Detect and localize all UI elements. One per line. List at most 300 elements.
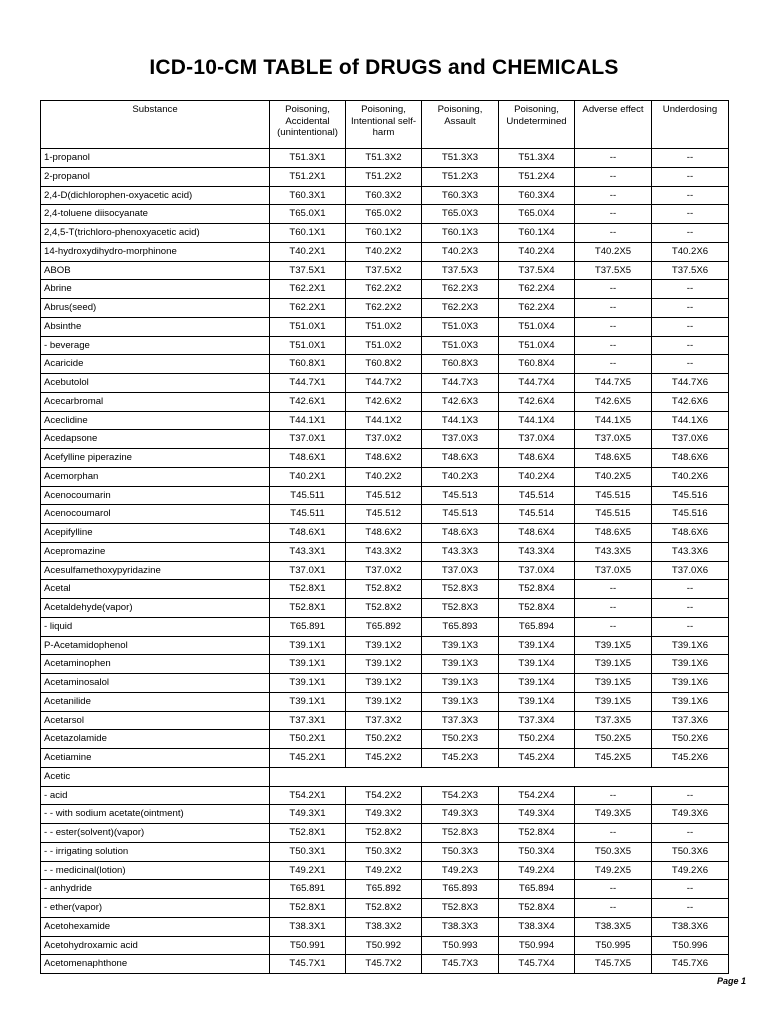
code-cell: T45.7X1 xyxy=(270,955,346,974)
table-row xyxy=(41,336,729,355)
code-cell: T43.3X2 xyxy=(346,542,422,561)
table-row xyxy=(41,280,729,299)
empty-code-cells xyxy=(270,767,729,786)
table-row xyxy=(41,392,729,411)
table-row xyxy=(41,242,729,261)
code-cell: T42.6X2 xyxy=(346,392,422,411)
code-cell: T38.3X4 xyxy=(499,917,575,936)
code-cell: T42.6X6 xyxy=(652,392,729,411)
code-cell: -- xyxy=(575,617,652,636)
code-cell: T48.6X5 xyxy=(575,524,652,543)
code-cell: T65.894 xyxy=(499,617,575,636)
code-cell: T51.0X3 xyxy=(422,336,499,355)
code-cell: -- xyxy=(575,167,652,186)
code-cell: -- xyxy=(575,880,652,899)
code-cell: T54.2X4 xyxy=(499,786,575,805)
code-cell: T43.3X4 xyxy=(499,542,575,561)
code-cell: T51.3X4 xyxy=(499,149,575,168)
substance-cell: 2,4-D(dichlorophen-oxyacetic acid) xyxy=(41,186,270,205)
code-cell: T62.2X2 xyxy=(346,280,422,299)
code-cell: T51.3X1 xyxy=(270,149,346,168)
code-cell: T45.2X6 xyxy=(652,749,729,768)
substance-cell: Abrus(seed) xyxy=(41,299,270,318)
table-body xyxy=(41,149,729,974)
code-cell: -- xyxy=(652,299,729,318)
code-cell: T50.2X4 xyxy=(499,730,575,749)
code-cell: T49.3X3 xyxy=(422,805,499,824)
table-row xyxy=(41,786,729,805)
page-number: Page 1 xyxy=(716,976,746,986)
substance-cell: 14-hydroxydihydro-morphinone xyxy=(41,242,270,261)
code-cell: T62.2X1 xyxy=(270,280,346,299)
code-cell: T45.2X1 xyxy=(270,749,346,768)
code-cell: T37.3X6 xyxy=(652,711,729,730)
code-cell: T44.7X2 xyxy=(346,374,422,393)
code-cell: T45.511 xyxy=(270,486,346,505)
code-cell: T45.514 xyxy=(499,505,575,524)
table-row xyxy=(41,580,729,599)
code-cell: T45.2X5 xyxy=(575,749,652,768)
table-row xyxy=(41,186,729,205)
code-cell: T39.1X2 xyxy=(346,674,422,693)
code-cell: T45.7X6 xyxy=(652,955,729,974)
table-row xyxy=(41,524,729,543)
substance-cell: Acetaldehyde(vapor) xyxy=(41,599,270,618)
code-cell: T54.2X2 xyxy=(346,786,422,805)
substance-cell: Acefylline piperazine xyxy=(41,449,270,468)
code-cell: -- xyxy=(575,824,652,843)
substance-cell: - beverage xyxy=(41,336,270,355)
substance-cell: Acepifylline xyxy=(41,524,270,543)
code-cell: T60.1X4 xyxy=(499,224,575,243)
table-row xyxy=(41,955,729,974)
code-cell: T45.512 xyxy=(346,486,422,505)
code-cell: T50.2X1 xyxy=(270,730,346,749)
substance-cell: Acetal xyxy=(41,580,270,599)
code-cell: T45.516 xyxy=(652,505,729,524)
code-cell: T52.8X4 xyxy=(499,580,575,599)
code-cell: T52.8X2 xyxy=(346,824,422,843)
code-cell: T60.3X1 xyxy=(270,186,346,205)
code-cell: -- xyxy=(652,899,729,918)
substance-cell: Aceclidine xyxy=(41,411,270,430)
code-cell: T48.6X6 xyxy=(652,524,729,543)
code-cell: T49.3X2 xyxy=(346,805,422,824)
document-title: ICD-10-CM TABLE of DRUGS and CHEMICALS xyxy=(149,56,619,79)
code-cell: T39.1X1 xyxy=(270,692,346,711)
code-cell: T49.2X6 xyxy=(652,861,729,880)
table-row xyxy=(41,149,729,168)
column-header-adverse-effect: Adverse effect xyxy=(575,101,652,149)
table-row xyxy=(41,636,729,655)
substance-cell: Acetaminosalol xyxy=(41,674,270,693)
code-cell: T48.6X4 xyxy=(499,449,575,468)
substance-cell: - ether(vapor) xyxy=(41,899,270,918)
table-row xyxy=(41,317,729,336)
code-cell: T50.2X3 xyxy=(422,730,499,749)
code-cell: T51.0X4 xyxy=(499,336,575,355)
code-cell: T52.8X4 xyxy=(499,899,575,918)
code-cell: T37.0X4 xyxy=(499,561,575,580)
substance-cell: - - medicinal(lotion) xyxy=(41,861,270,880)
table-row xyxy=(41,299,729,318)
substance-cell: Acetaminophen xyxy=(41,655,270,674)
code-cell: T39.1X1 xyxy=(270,674,346,693)
code-cell: T62.2X3 xyxy=(422,299,499,318)
code-cell: T39.1X3 xyxy=(422,655,499,674)
code-cell: T51.2X4 xyxy=(499,167,575,186)
code-cell: T40.2X1 xyxy=(270,467,346,486)
table-row xyxy=(41,617,729,636)
code-cell: -- xyxy=(652,824,729,843)
code-cell: T65.892 xyxy=(346,880,422,899)
code-cell: T44.7X5 xyxy=(575,374,652,393)
code-cell: T37.0X6 xyxy=(652,561,729,580)
code-cell: T44.7X3 xyxy=(422,374,499,393)
code-cell: T39.1X3 xyxy=(422,692,499,711)
code-cell: T62.2X2 xyxy=(346,299,422,318)
code-cell: T54.2X3 xyxy=(422,786,499,805)
code-cell: T45.511 xyxy=(270,505,346,524)
code-cell: T39.1X4 xyxy=(499,674,575,693)
code-cell: -- xyxy=(575,205,652,224)
code-cell: T37.3X1 xyxy=(270,711,346,730)
table-row xyxy=(41,224,729,243)
table-row xyxy=(41,449,729,468)
code-cell: T65.893 xyxy=(422,880,499,899)
code-cell: T40.2X5 xyxy=(575,467,652,486)
code-cell: T37.5X6 xyxy=(652,261,729,280)
substance-cell: Acetazolamide xyxy=(41,730,270,749)
code-cell: T62.2X3 xyxy=(422,280,499,299)
substance-cell: - liquid xyxy=(41,617,270,636)
code-cell: T37.0X1 xyxy=(270,430,346,449)
code-cell: -- xyxy=(652,880,729,899)
substance-cell: Acedapsone xyxy=(41,430,270,449)
code-cell: T62.2X4 xyxy=(499,280,575,299)
code-cell: T49.3X1 xyxy=(270,805,346,824)
code-cell: T52.8X1 xyxy=(270,899,346,918)
table-row xyxy=(41,655,729,674)
code-cell: T38.3X3 xyxy=(422,917,499,936)
code-cell: T37.3X3 xyxy=(422,711,499,730)
substance-cell: Acetic xyxy=(41,767,270,786)
code-cell: T40.2X2 xyxy=(346,467,422,486)
code-cell: T50.995 xyxy=(575,936,652,955)
table-row xyxy=(41,730,729,749)
code-cell: T52.8X2 xyxy=(346,899,422,918)
table-row xyxy=(41,167,729,186)
table-row xyxy=(41,542,729,561)
code-cell: T49.3X5 xyxy=(575,805,652,824)
code-cell: -- xyxy=(575,580,652,599)
code-cell: -- xyxy=(575,280,652,299)
code-cell: T44.1X5 xyxy=(575,411,652,430)
table-row xyxy=(41,505,729,524)
substance-cell: P-Acetamidophenol xyxy=(41,636,270,655)
code-cell: T51.3X3 xyxy=(422,149,499,168)
code-cell: -- xyxy=(575,786,652,805)
table-row xyxy=(41,805,729,824)
column-header-undetermined: Poisoning, Undetermined xyxy=(499,101,575,149)
code-cell: T50.3X5 xyxy=(575,842,652,861)
code-cell: T49.2X1 xyxy=(270,861,346,880)
code-cell: T51.2X2 xyxy=(346,167,422,186)
table-row xyxy=(41,430,729,449)
code-cell: T45.7X4 xyxy=(499,955,575,974)
code-cell: T52.8X1 xyxy=(270,599,346,618)
code-cell: T49.2X3 xyxy=(422,861,499,880)
code-cell: T40.2X4 xyxy=(499,467,575,486)
code-cell: T51.0X3 xyxy=(422,317,499,336)
code-cell: T50.993 xyxy=(422,936,499,955)
code-cell: T37.3X5 xyxy=(575,711,652,730)
code-cell: T39.1X4 xyxy=(499,636,575,655)
table-row xyxy=(41,261,729,280)
code-cell: T45.513 xyxy=(422,486,499,505)
code-cell: T44.1X1 xyxy=(270,411,346,430)
code-cell: T39.1X4 xyxy=(499,692,575,711)
code-cell: T50.3X2 xyxy=(346,842,422,861)
code-cell: T51.2X3 xyxy=(422,167,499,186)
code-cell: T42.6X3 xyxy=(422,392,499,411)
substance-cell: - - with sodium acetate(ointment) xyxy=(41,805,270,824)
header-row xyxy=(41,101,729,149)
table-row xyxy=(41,486,729,505)
substance-cell: Acetiamine xyxy=(41,749,270,768)
code-cell: T39.1X5 xyxy=(575,636,652,655)
code-cell: T38.3X5 xyxy=(575,917,652,936)
code-cell: -- xyxy=(575,599,652,618)
code-cell: -- xyxy=(652,599,729,618)
code-cell: T40.2X6 xyxy=(652,467,729,486)
code-cell: T60.8X3 xyxy=(422,355,499,374)
code-cell: T45.2X2 xyxy=(346,749,422,768)
code-cell: T65.891 xyxy=(270,880,346,899)
substance-cell: - - ester(solvent)(vapor) xyxy=(41,824,270,843)
code-cell: T37.5X1 xyxy=(270,261,346,280)
code-cell: T44.7X6 xyxy=(652,374,729,393)
code-cell: T62.2X4 xyxy=(499,299,575,318)
table-row xyxy=(41,917,729,936)
code-cell: T48.6X5 xyxy=(575,449,652,468)
code-cell: T38.3X6 xyxy=(652,917,729,936)
code-cell: -- xyxy=(575,224,652,243)
column-header-underdosing: Underdosing xyxy=(652,101,729,149)
code-cell: T48.6X1 xyxy=(270,449,346,468)
substance-cell: Acenocoumarin xyxy=(41,486,270,505)
substance-cell: Acetohexamide xyxy=(41,917,270,936)
code-cell: T45.7X2 xyxy=(346,955,422,974)
code-cell: T37.5X2 xyxy=(346,261,422,280)
code-cell: T42.6X5 xyxy=(575,392,652,411)
table-row xyxy=(41,824,729,843)
code-cell: T52.8X4 xyxy=(499,824,575,843)
code-cell: -- xyxy=(575,299,652,318)
table-row xyxy=(41,880,729,899)
code-cell: T49.2X4 xyxy=(499,861,575,880)
substance-cell: Acesulfamethoxypyridazine xyxy=(41,561,270,580)
substance-cell: Acaricide xyxy=(41,355,270,374)
code-cell: -- xyxy=(575,317,652,336)
code-cell: T62.2X1 xyxy=(270,299,346,318)
code-cell: T48.6X2 xyxy=(346,524,422,543)
substance-cell: Acenocoumarol xyxy=(41,505,270,524)
code-cell: T37.0X5 xyxy=(575,430,652,449)
code-cell: T37.0X3 xyxy=(422,561,499,580)
code-cell: T51.0X4 xyxy=(499,317,575,336)
code-cell: T51.0X1 xyxy=(270,336,346,355)
table-row xyxy=(41,936,729,955)
code-cell: T50.3X6 xyxy=(652,842,729,861)
substance-cell: 2-propanol xyxy=(41,167,270,186)
table-row xyxy=(41,711,729,730)
table-row xyxy=(41,561,729,580)
code-cell: T45.515 xyxy=(575,486,652,505)
code-cell: -- xyxy=(652,786,729,805)
code-cell: T37.0X3 xyxy=(422,430,499,449)
code-cell: T51.0X2 xyxy=(346,317,422,336)
substance-cell: Acebutolol xyxy=(41,374,270,393)
code-cell: T60.8X4 xyxy=(499,355,575,374)
code-cell: T65.0X2 xyxy=(346,205,422,224)
code-cell: T39.1X6 xyxy=(652,674,729,693)
column-header-accidental: Poisoning, Accidental (unintentional) xyxy=(270,101,346,149)
code-cell: T50.996 xyxy=(652,936,729,955)
table-row xyxy=(41,692,729,711)
code-cell: -- xyxy=(652,617,729,636)
substance-cell: - acid xyxy=(41,786,270,805)
code-cell: T39.1X3 xyxy=(422,636,499,655)
code-cell: -- xyxy=(575,336,652,355)
code-cell: T37.5X5 xyxy=(575,261,652,280)
code-cell: T44.1X2 xyxy=(346,411,422,430)
code-cell: T65.0X1 xyxy=(270,205,346,224)
code-cell: T52.8X1 xyxy=(270,824,346,843)
code-cell: T54.2X1 xyxy=(270,786,346,805)
code-cell: T49.2X2 xyxy=(346,861,422,880)
code-cell: T40.2X3 xyxy=(422,467,499,486)
code-cell: T50.3X3 xyxy=(422,842,499,861)
table-row xyxy=(41,749,729,768)
code-cell: T40.2X4 xyxy=(499,242,575,261)
code-cell: T60.3X3 xyxy=(422,186,499,205)
code-cell: -- xyxy=(652,317,729,336)
code-cell: T43.3X3 xyxy=(422,542,499,561)
code-cell: T39.1X5 xyxy=(575,674,652,693)
code-cell: T49.3X6 xyxy=(652,805,729,824)
code-cell: T50.3X1 xyxy=(270,842,346,861)
substance-cell: Absinthe xyxy=(41,317,270,336)
code-cell: T60.8X1 xyxy=(270,355,346,374)
code-cell: T60.1X3 xyxy=(422,224,499,243)
code-cell: -- xyxy=(575,186,652,205)
code-cell: T52.8X4 xyxy=(499,599,575,618)
code-cell: -- xyxy=(652,186,729,205)
code-cell: -- xyxy=(575,899,652,918)
code-cell: T39.1X2 xyxy=(346,636,422,655)
code-cell: -- xyxy=(652,580,729,599)
code-cell: T65.892 xyxy=(346,617,422,636)
code-cell: T50.992 xyxy=(346,936,422,955)
substance-cell: Acetarsol xyxy=(41,711,270,730)
code-cell: T37.5X3 xyxy=(422,261,499,280)
code-cell: T48.6X4 xyxy=(499,524,575,543)
substance-cell: Acepromazine xyxy=(41,542,270,561)
code-cell: T65.0X3 xyxy=(422,205,499,224)
code-cell: T37.0X1 xyxy=(270,561,346,580)
code-cell: T65.891 xyxy=(270,617,346,636)
code-cell: T51.0X1 xyxy=(270,317,346,336)
code-cell: T40.2X6 xyxy=(652,242,729,261)
code-cell: T44.1X3 xyxy=(422,411,499,430)
code-cell: T50.2X5 xyxy=(575,730,652,749)
code-cell: T52.8X3 xyxy=(422,824,499,843)
code-cell: T37.0X5 xyxy=(575,561,652,580)
code-cell: T60.1X2 xyxy=(346,224,422,243)
substance-cell: Acemorphan xyxy=(41,467,270,486)
code-cell: T52.8X3 xyxy=(422,580,499,599)
code-cell: T45.7X3 xyxy=(422,955,499,974)
code-cell: T49.2X5 xyxy=(575,861,652,880)
substance-cell: 2,4-toluene diisocyanate xyxy=(41,205,270,224)
code-cell: T48.6X1 xyxy=(270,524,346,543)
code-cell: -- xyxy=(652,205,729,224)
code-cell: T44.1X6 xyxy=(652,411,729,430)
code-cell: -- xyxy=(652,355,729,374)
code-cell: T39.1X6 xyxy=(652,636,729,655)
code-cell: T37.3X2 xyxy=(346,711,422,730)
substance-cell: Acecarbromal xyxy=(41,392,270,411)
code-cell: -- xyxy=(652,336,729,355)
column-header-assault: Poisoning, Assault xyxy=(422,101,499,149)
code-cell: T43.3X5 xyxy=(575,542,652,561)
substance-cell: 2,4,5-T(trichloro-phenoxyacetic acid) xyxy=(41,224,270,243)
code-cell: T52.8X1 xyxy=(270,580,346,599)
code-cell: T52.8X3 xyxy=(422,899,499,918)
substance-cell: Acetomenaphthone xyxy=(41,955,270,974)
code-cell: T45.7X5 xyxy=(575,955,652,974)
code-cell: T39.1X6 xyxy=(652,655,729,674)
code-cell: T38.3X2 xyxy=(346,917,422,936)
code-cell: T60.8X2 xyxy=(346,355,422,374)
code-cell: T48.6X6 xyxy=(652,449,729,468)
code-cell: T40.2X5 xyxy=(575,242,652,261)
code-cell: T45.513 xyxy=(422,505,499,524)
code-cell: T39.1X6 xyxy=(652,692,729,711)
code-cell: T42.6X1 xyxy=(270,392,346,411)
code-cell: T43.3X6 xyxy=(652,542,729,561)
code-cell: T37.0X4 xyxy=(499,430,575,449)
table-row xyxy=(41,842,729,861)
code-cell: T48.6X3 xyxy=(422,449,499,468)
table-row xyxy=(41,674,729,693)
code-cell: T44.7X1 xyxy=(270,374,346,393)
table-row xyxy=(41,861,729,880)
code-cell: T39.1X5 xyxy=(575,692,652,711)
code-cell: -- xyxy=(652,167,729,186)
code-cell: T37.0X2 xyxy=(346,430,422,449)
code-cell: T52.8X2 xyxy=(346,580,422,599)
table-row xyxy=(41,767,729,786)
code-cell: T37.0X2 xyxy=(346,561,422,580)
code-cell: T42.6X4 xyxy=(499,392,575,411)
table-row xyxy=(41,467,729,486)
code-cell: T39.1X1 xyxy=(270,655,346,674)
code-cell: T65.0X4 xyxy=(499,205,575,224)
table-row xyxy=(41,899,729,918)
substance-cell: - anhydride xyxy=(41,880,270,899)
